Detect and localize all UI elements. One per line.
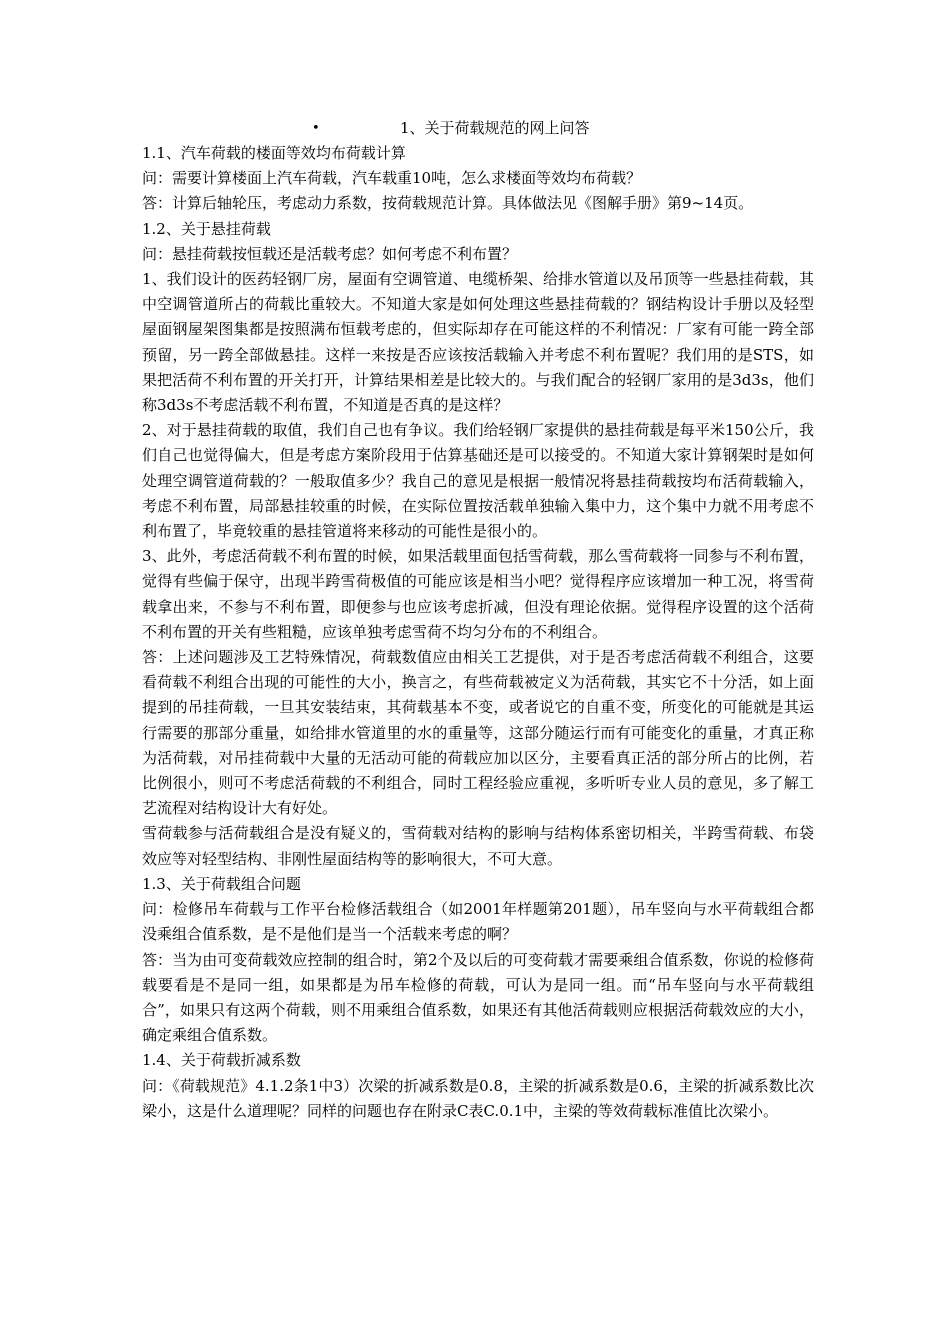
bullet-icon: •	[312, 121, 320, 136]
document-title: 1、关于荷载规范的网上问答	[400, 119, 590, 137]
body-paragraph: 2、对于悬挂荷载的取值，我们自己也有争议。我们给轻钢厂家提供的悬挂荷载是每平米150公斤，我们自己也觉得偏大，但是考虑方案阶段用于估算基础还是可以接受的。不知道大家计算钢架时是如何处理空调管道荷载的？一般取值多少？我自己的意见是根据一般情况将悬挂荷载按均布活荷载输入，考虑不利布置，局部悬挂较重的时候，在实际位置按活载单独输入集中力，这个集中力就不用考虑不利布置了，毕竟较重的悬挂管道将来移动的可能性是很小的。	[142, 421, 814, 541]
body-paragraph: 1、我们设计的医药轻钢厂房，屋面有空调管道、电缆桥架、给排水管道以及吊顶等一些悬挂荷载，其中空调管道所占的荷载比重较大。不知道大家是如何处理这些悬挂荷载的？钢结构设计手册以及轻型屋面钢屋架图集都是按照满布恒载考虑的，但实际却存在可能这样的不利情况：厂家有可能一跨全部预留，另一跨全部做悬挂。这样一来按是否应该按活载输入并考虑不利布置呢？我们用的是STS，如果把活荷不利布置的开关打开，计算结果相差是比较大的。与我们配合的轻钢厂家用的是3d3s，他们称3d3s不考虑活载不利布置，不知道是否真的是这样？	[142, 270, 814, 415]
section-heading: 1.3、关于荷载组合问题	[142, 874, 301, 893]
answer-paragraph: 答：当为由可变荷载效应控制的组合时，第2个及以后的可变荷载才需要乘组合值系数，你说的检修荷载要看是不是同一组，如果都是为吊车检修的荷载，可认为是同一组。而“吊车竖向与水平荷载组合”，如果只有这两个荷载，则不用乘组合值系数，如果还有其他活荷载则应根据活荷载效应的大小，确定乘组合值系数。	[142, 950, 814, 1045]
answer-paragraph: 答：上述问题涉及工艺特殊情况，荷载数值应由相关工艺提供，对于是否考虑活荷载不利组合，这要看荷载不利组合出现的可能性的大小，换言之，有些荷载被定义为活荷载，其实它不十分活，如上面提到的吊挂荷载，一旦其安装结束，其荷载基本不变，或者说它的自重不变，所变化的可能就是其运行需要的那部分重量，如给排水管道里的水的重量等，这部分随运行而有可能变化的重量，才真正称为活荷载，对吊挂荷载中大量的无活动可能的荷载应加以区分，主要看真正活的部分所占的比例，若比例很小，则可不考虑活荷载的不利组合，同时工程经验应重视，多听听专业人员的意见，多了解工艺流程对结构设计大有好处。	[142, 648, 814, 818]
body-paragraph: 3、此外，考虑活荷载不利布置的时候，如果活载里面包括雪荷载，那么雪荷载将一同参与不利布置，觉得有些偏于保守，出现半跨雪荷极值的可能应该是相当小吧？觉得程序应该增加一种工况，将雪荷载拿出来，不参与不利布置，即便参与也应该考虑折减，但没有理论依据。觉得程序设置的这个活荷不利布置的开关有些粗糙，应该单独考虑雪荷不均匀分布的不利组合。	[142, 547, 814, 641]
document-page	[142, 116, 814, 1124]
section-heading: 1.1、汽车荷载的楼面等效均布荷载计算	[142, 144, 406, 162]
body-paragraph: 雪荷载参与活荷载组合是没有疑义的，雪荷载对结构的影响与结构体系密切相关，半跨雪荷载、布袋效应等对轻型结构、非刚性屋面结构等的影响很大，不可大意。	[142, 824, 814, 868]
section-heading: 1.2、关于悬挂荷载	[142, 219, 271, 238]
document-heading	[142, 116, 814, 141]
section-heading: 1.4、关于荷载折减系数	[142, 1051, 301, 1070]
question-paragraph: 问：悬挂荷载按恒载还是活载考虑？如何考虑不利布置？	[142, 244, 518, 263]
question-paragraph: 问：需要计算楼面上汽车荷载，汽车载重10吨，怎么求楼面等效均布荷载？	[142, 169, 642, 188]
question-paragraph: 问：检修吊车荷载与工作平台检修活载组合（如2001年样题第201题），吊车竖向与水平荷载组合都没乘组合值系数，是不是他们是当一个活载来考虑的啊？	[142, 900, 814, 944]
answer-paragraph: 答：计算后轴轮压，考虑动力系数，按荷载规范计算。具体做法见《图解手册》第9~14页。	[142, 194, 754, 213]
question-paragraph: 问：《荷载规范》4.1.2条1中3）次梁的折减系数是0.8，主梁的折减系数是0.6，主梁的折减系数比次梁小，这是什么道理呢？同样的问题也存在附录C表C.0.1中，主梁的等效荷载标准值比次梁小。	[142, 1076, 814, 1120]
